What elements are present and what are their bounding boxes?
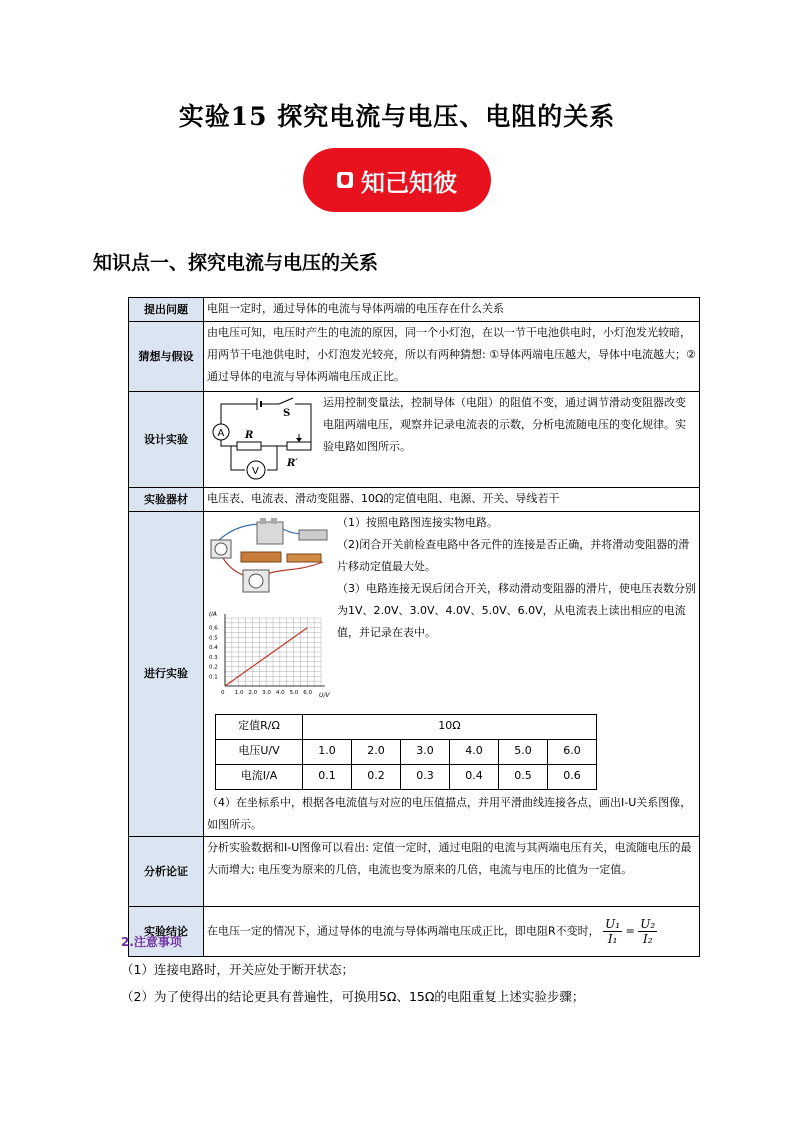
chart-x-tick: 5.0 [289,690,299,696]
label-hypothesis: 猜想与假设 [129,322,204,392]
text-hypothesis: 由电压可知，电压时产生的电流的原因，同一个小灯泡，在以一节干电池供电时，小灯泡发光较暗，用两节干电池供电时，小灯泡发光较亮，所以有两种猜想: ①导体两端电压越大，导体中电流越大；②通过导体的电流与导体两端电压成正比。 [204,322,700,392]
chart-x-tick: 0 [221,690,225,696]
data-table [215,714,597,790]
i-cell: 0.4 [450,765,499,790]
label-analysis: 分析论证 [129,837,204,907]
note-item: （2）为了使得出的结论更具有普遍性，可换用5Ω、15Ω的电阻重复上述实验步骤； [121,989,585,1004]
chart-x-tick: 3.0 [262,690,271,696]
label-design: 设计实验 [129,392,204,488]
chart-y-tick: 0.3 [209,654,218,661]
cell-conclusion [204,907,700,957]
chart-x-tick: 6.0 [303,690,313,696]
text-equipment: 电压表、电流表、滑动变阻器、10Ω的定值电阻、电源、开关、导线若干 [204,488,700,512]
u-cell: 3.0 [401,740,450,765]
switch-label: S [283,408,291,419]
i-cell: 0.3 [401,765,450,790]
chart-x-tick: 2.0 [248,690,258,696]
step-2: （2)闭合开关前检查电路中各元件的连接是否正确，并将滑动变阻器的滑片移动定值最大处。 [337,538,690,573]
r-value: 10Ω [303,715,597,740]
i-cell: 0.5 [499,765,548,790]
resistor-label: R [245,430,254,441]
i-label: 电流I/A [216,765,303,790]
note-item: （1）连接电路时，开关应处于断开状态； [121,962,354,977]
chart-y-tick: 0.1 [209,674,218,681]
chart-y-tick: 0.5 [209,635,218,642]
chart-x-tick: 1.0 [234,690,244,696]
label-conclusion: 实验结论 [129,907,204,957]
formula-left: $\frac{\text{U₁}}{\text{I₁}}$ [605,917,621,946]
section-badge [303,148,491,212]
u-cell: 5.0 [499,740,548,765]
u-cell: 6.0 [548,740,597,765]
circuit-diagram [207,394,317,484]
i-cell: 0.6 [548,765,597,790]
label-question: 提出问题 [129,298,204,322]
step-4: （4）在坐标系中，根据各电流值与对应的电压值描点，并用平滑曲线连接各点，画出I-U关系图像，如图所示。 [207,796,692,831]
text-question: 电阻一定时，通过导体的电流与导体两端的电压存在什么关系 [204,298,700,322]
chart-x-tick: 4.0 [275,690,285,696]
step-3: （3）电路连接无误后闭合开关，移动滑动变阻器的滑片，使电压表数分别为1V、2.0V、3.0V、4.0V、5.0V、6.0V，从电流表上读出相应的电流值，并记录在表中。 [337,582,696,639]
chart-y-tick: 0.4 [209,645,218,652]
i-cell: 0.1 [303,765,352,790]
ammeter-label: A [217,428,225,439]
rheostat-label: R′ [287,458,298,469]
text-analysis: 分析实验数据和I-U图像可以看出: 定值一定时，通过电阻的电流与其两端电压有关，电流随电压的最大而增大; 电压变为原来的几倍，电流也变为原来的几倍，电流与电压的比值为一定值。 [204,837,700,907]
u-label: 电压U/V [216,740,303,765]
step-1: （1）按照电路图连接实物电路。 [337,516,498,529]
procedure-figures [207,512,333,708]
text-design: 运用控制变量法，控制导体（电阻）的阻值不变，通过调节滑动变阻器改变电阻两端电压，观察并记录电流表的示数，分析电流随电压的变化规律。实验电路如图所示。 [323,396,686,453]
label-equipment: 实验器材 [129,488,204,512]
text-conclusion: 在电压一定的情况下，通过导体的电流与导体两端电压成正比，即电阻R不变时， [207,924,600,938]
voltmeter-label: V [252,466,259,477]
book-icon [337,172,353,188]
formula-right: $\frac{\text{U₂}}{\text{I₂}}$ [640,917,656,946]
iu-chart [207,608,333,700]
i-cell: 0.2 [352,765,401,790]
formula-eq: = [625,924,635,938]
cell-design [204,392,700,488]
section-heading: 知识点一、探究电流与电压的关系 [93,252,379,274]
chart-xlabel: U/V [319,692,330,699]
u-cell: 1.0 [303,740,352,765]
cell-procedure [204,512,700,837]
notes-heading: 2.注意事项 [121,935,182,949]
experiment-table [128,297,700,957]
u-cell: 2.0 [352,740,401,765]
chart-y-tick: 0.6 [209,625,218,632]
r-label: 定值R/Ω [216,715,303,740]
u-cell: 4.0 [450,740,499,765]
chart-ylabel: I/A [209,611,217,618]
apparatus-photo [207,512,333,600]
chart-y-tick: 0.2 [209,664,218,671]
page-title: 实验15 探究电流与电压、电阻的关系 [178,102,616,131]
procedure-steps [337,512,696,644]
badge-label: 知己知彼 [361,168,457,197]
label-procedure: 进行实验 [129,512,204,837]
